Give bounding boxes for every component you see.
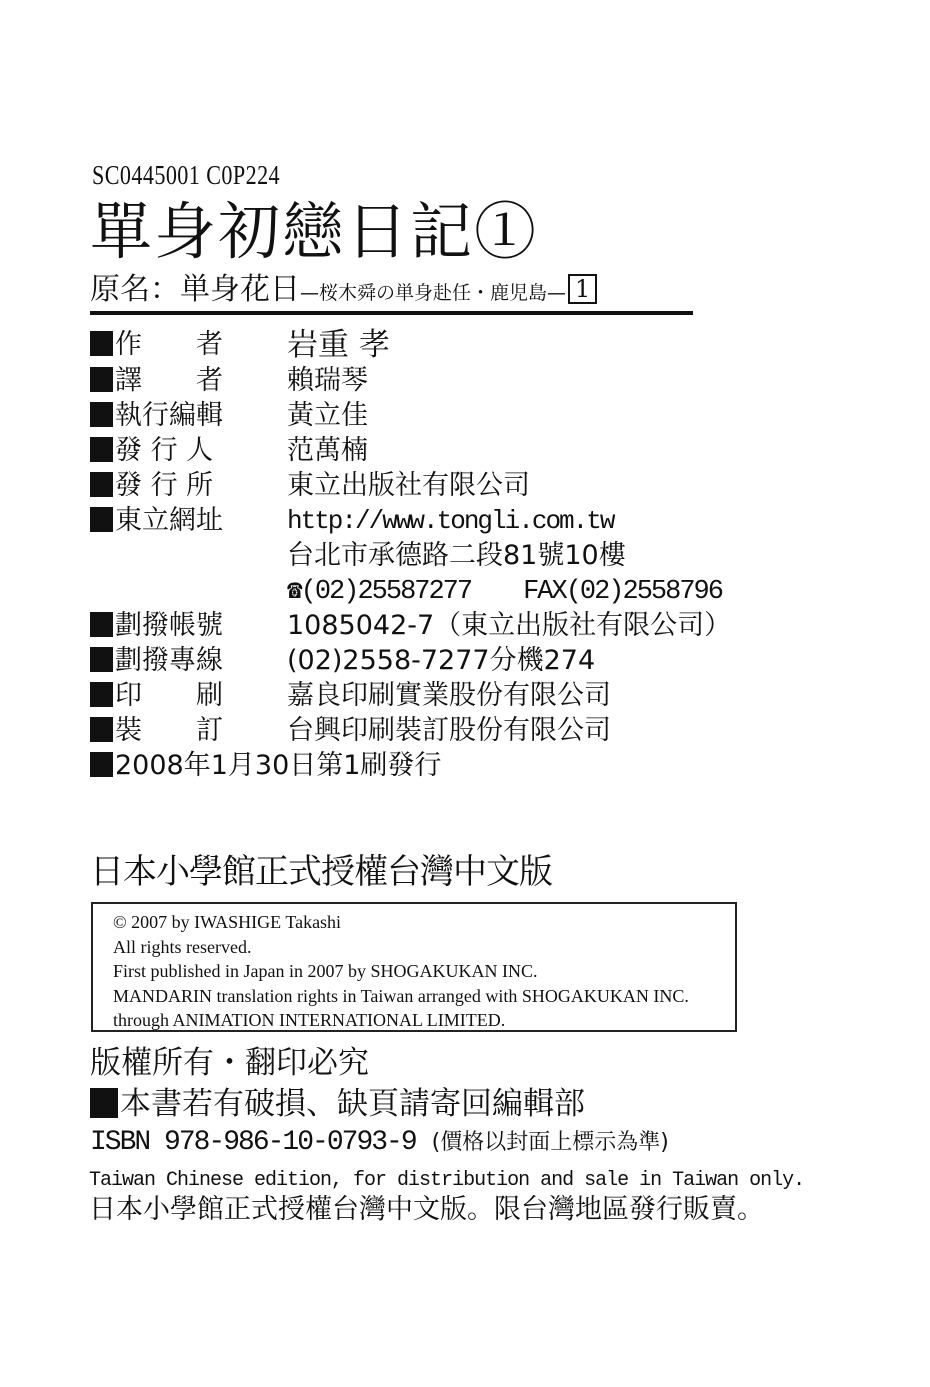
credit-label: 譯 者 (115, 365, 223, 396)
credit-row-postal-line (90, 644, 596, 678)
title-divider (90, 311, 693, 315)
isbn-number: ISBN 978-986-10-0793-9 (90, 1127, 416, 1158)
damage-notice: 本書若有破損、缺頁請寄回編輯部 (120, 1086, 585, 1122)
credit-value: 嘉良印刷實業股份有限公司 (287, 680, 611, 711)
credit-value: 1085042-7（東立出版社有限公司） (287, 610, 732, 641)
bullet-square-icon (90, 472, 113, 497)
credit-value: 東立出版社有限公司 (287, 470, 530, 501)
credit-label: 劃撥帳號 (115, 610, 223, 641)
copyright-box (91, 902, 737, 1032)
copyright-line: through ANIMATION INTERNATIONAL LIMITED. (113, 1010, 506, 1030)
rights-reserved: 版權所有・翻印必究 (90, 1045, 369, 1081)
isbn-row (90, 1126, 669, 1160)
credit-row-translator (90, 364, 368, 398)
credit-label: 發 行 人 (115, 435, 214, 466)
credit-value: 黃立佳 (287, 400, 368, 431)
telephone-icon: ☎ (287, 576, 301, 606)
credit-row-author (90, 327, 390, 363)
book-title: 單身初戀日記① (90, 195, 539, 268)
damage-notice-row (90, 1085, 585, 1123)
bullet-square-icon (90, 507, 113, 532)
credit-label: 裝 訂 (115, 715, 223, 746)
bullet-square-icon (90, 1088, 118, 1118)
bullet-square-icon (90, 402, 113, 427)
credit-row-printer (90, 679, 611, 713)
original-volume-box: 1 (568, 274, 597, 304)
phone-number: (02)25587277 (300, 577, 472, 607)
copyright-line: MANDARIN translation rights in Taiwan arranged with SHOGAKUKAN INC. (113, 985, 689, 1006)
edition-row (90, 749, 441, 783)
original-title (90, 272, 597, 311)
bullet-square-icon (90, 752, 113, 777)
bullet-square-icon (90, 367, 113, 392)
original-title-subtitle: —桜木舜の単身赴任・鹿児島— (300, 282, 567, 304)
credit-row-publishing-house (90, 469, 530, 503)
copyright-line: First published in Japan in 2007 by SHOGAKUKAN INC. (113, 961, 538, 981)
copyright-line: All rights reserved. (113, 936, 252, 957)
credit-label: 印 刷 (115, 680, 223, 711)
credit-row-website (90, 504, 614, 538)
bullet-square-icon (90, 717, 113, 742)
credit-value: 岩重 孝 (287, 327, 390, 363)
credit-row-postal-account (90, 609, 732, 643)
license-statement: 日本小學館正式授權台灣中文版 (90, 852, 552, 892)
fax-number: FAX(02)2558796 (523, 577, 722, 607)
distribution-chinese: 日本小學館正式授權台灣中文版。限台灣地區發行販賣。 (89, 1194, 764, 1225)
credit-label: 東立網址 (115, 505, 223, 536)
credit-value: (02)2558-7277分機274 (287, 645, 596, 676)
credit-row-publisher (90, 434, 368, 468)
credit-value: 賴瑞琴 (287, 365, 368, 396)
bullet-square-icon (90, 682, 113, 707)
credit-label: 作 者 (115, 329, 223, 360)
copyright-line: © 2007 by IWASHIGE Takashi (113, 912, 342, 932)
price-note: (價格以封面上標示為準) (431, 1130, 669, 1155)
credit-row-binding (90, 714, 611, 748)
bullet-square-icon (90, 647, 113, 672)
credit-label: 發 行 所 (115, 470, 214, 501)
original-title-label: 原名：単身花日 (90, 272, 300, 307)
bullet-square-icon (90, 331, 113, 356)
credit-value: 台興印刷裝訂股份有限公司 (287, 715, 611, 746)
address-street: 台北市承德路二段81號10樓 (287, 540, 626, 571)
credit-label: 執行編輯 (115, 400, 223, 431)
website-link[interactable]: http://www.tongli.com.tw (287, 506, 614, 536)
product-code: SC0445001 C0P224 (92, 160, 281, 190)
credit-label: 劃撥專線 (115, 645, 223, 676)
distribution-english: Taiwan Chinese edition, for distribution and sale in Taiwan only. (89, 1169, 805, 1192)
credit-value: 范萬楠 (287, 435, 368, 466)
edition-date: 2008年1月30日第1刷發行 (115, 750, 442, 781)
credit-row-editor (90, 399, 368, 433)
bullet-square-icon (90, 437, 113, 462)
bullet-square-icon (90, 612, 113, 637)
